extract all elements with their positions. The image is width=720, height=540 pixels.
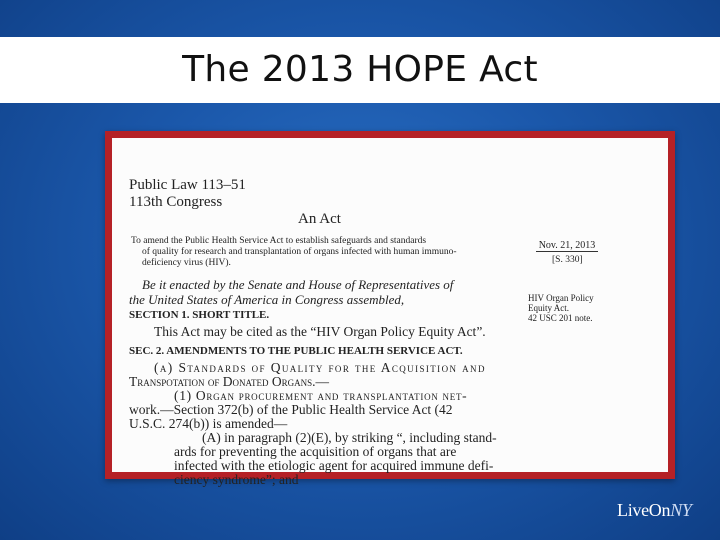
logo-text: LiveOn (617, 500, 671, 520)
bill-number: [S. 330] (552, 255, 583, 265)
margin-note-line: HIV Organ Policy (528, 293, 594, 303)
section1-text: This Act may be cited as the “HIV Organ Policy Equity Act”. (154, 324, 486, 339)
purpose-line: of quality for research and transplantation of organs infected with human immuno- (142, 247, 457, 257)
section1-heading: SECTION 1. SHORT TITLE. (129, 309, 270, 321)
body-line: (1) Organ procurement and transplantation net- (174, 388, 468, 403)
section2-heading: SEC. 2. AMENDMENTS TO THE PUBLIC HEALTH SERVICE ACT. (129, 345, 463, 357)
purpose-line: deficiency virus (HIV). (142, 258, 231, 268)
body-line: work.—Section 372(b) of the Public Health Service Act (42 (129, 402, 453, 417)
act-heading: An Act (298, 211, 341, 227)
enactment-date: Nov. 21, 2013 (536, 240, 598, 252)
body-line: infected with the etiologic agent for acquired immune defi- (174, 458, 494, 473)
congress-number: 113th Congress (129, 194, 223, 210)
body-line: ards for preventing the acquisition of organs that are (174, 444, 457, 459)
purpose-line: To amend the Public Health Service Act to establish safeguards and standards (131, 236, 427, 246)
slide-title: The 2013 HOPE Act (182, 49, 538, 90)
enacting-clause-line: the United States of America in Congress assembled, (129, 292, 405, 307)
logo-ny: NY (670, 500, 692, 520)
body-line: (a) Standards of Quality for the Acquisition and (154, 360, 486, 375)
margin-note-line: Equity Act. (528, 303, 569, 313)
liveon-ny-logo (617, 500, 692, 521)
body-line: ciency syndrome”; and (174, 472, 299, 487)
body-line: (A) in paragraph (2)(E), by striking “, including stand- (202, 430, 497, 445)
document-image (112, 138, 668, 487)
body-line: Transpotation of Donated Organs.— (129, 374, 330, 389)
body-line: U.S.C. 274(b)) is amended— (129, 416, 288, 431)
enacting-clause-line: Be it enacted by the Senate and House of Representatives of (142, 277, 454, 292)
margin-note-line: 42 USC 201 note. (528, 313, 593, 323)
public-law-number: Public Law 113–51 (129, 177, 246, 193)
